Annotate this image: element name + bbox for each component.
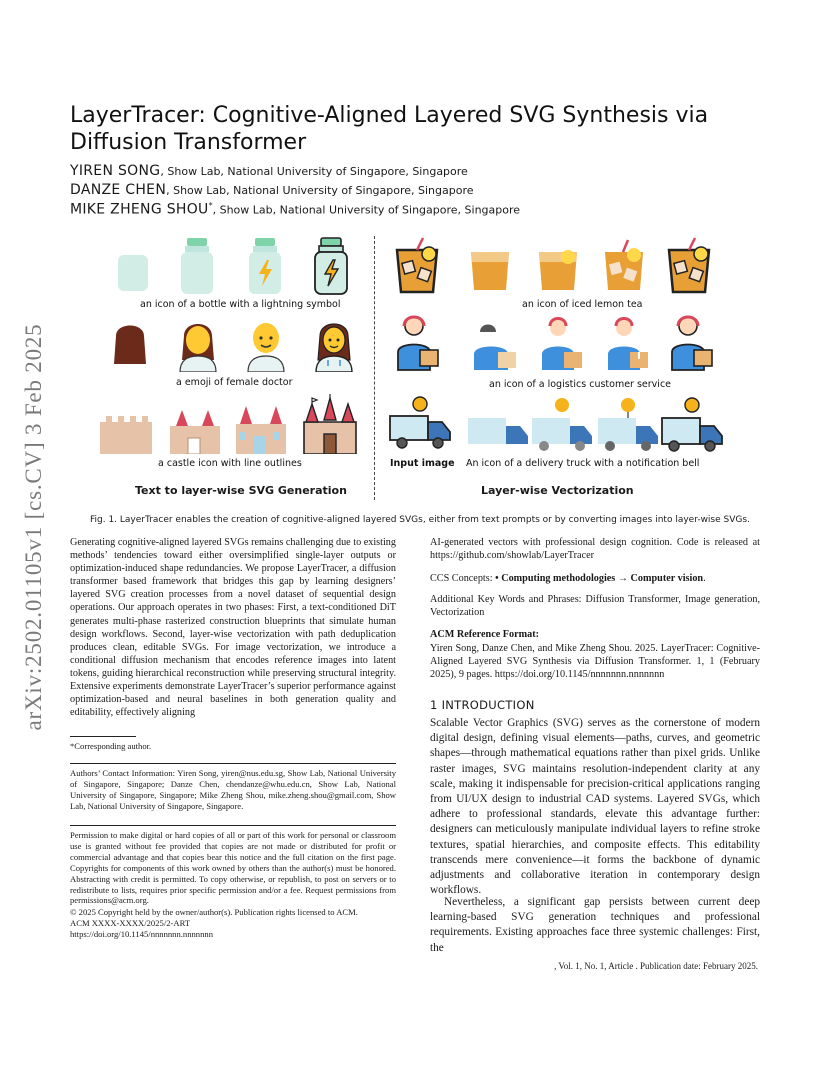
footnote-rule [70,736,136,737]
caption-iced-tea: an icon of iced lemon tea [522,299,643,310]
truck-input-icon [388,396,452,452]
bottle-stage-2-icon [178,236,216,296]
castle-stage-3-icon [232,398,290,454]
permission-notice: Permission to make digital or hard copies of all or part of this work for personal or classroom use is granted without fee provided that copies are not made or distributed for profit or commercial advantage and that copies bear this notice and the full citation on the first page. Copyrights for components of this work owned by others than the author(s) must be honored. Abstracting with credit is permitted. To copy otherwise, or republish, to post on servers or to redistribute to lists, requires prior specific permission and/or a fee. Request permissions from permissions@acm.org. [70,830,396,906]
author-affiliation: , Show Lab, National University of Singapore, Singapore [160,165,468,178]
acm-ref-heading: ACM Reference Format: [430,629,539,640]
abstract-text: Generating cognitive-aligned layered SVGs remains challenging due to existing methods’ tendencies toward either oversimplified single-layer outputs or optimization-induced shape redundancies. We propose LayerTracer, a diffusion transformer based framework that bridges this gap by learning designers’ layered SVG creation processes from a novel dataset of sequential design operations. Our approach operates in two phases: First, a text-conditioned DiT generates multi-phase rasterized construction blueprints that simulate human design workflows. Second, layer-wise vectorization with path deduplication produces clean, editable SVGs. For image vectorization, we introduce a conditional diffusion mechanism that encodes reference images into latent tokens, guiding hierarchical reconstruction while preserving structural integrity. Extensive experiments demonstrate LayerTracer’s superior performance against optimization-based and neural baselines in both generation quality and editability, effectively aligning [70,537,396,719]
customer-service-stage-3-icon [602,312,652,372]
author-name: DANZE CHEN [70,182,167,198]
author-affiliation: , Show Lab, National University of Singapore, Singapore [212,203,521,217]
iced-tea-input-icon [392,236,442,296]
footnote: *Corresponding author. [70,741,152,751]
figure-caption: Fig. 1. LayerTracer enables the creation of cognitive-aligned layered SVGs, either from text prompts or by converting images into layer-wise SVGs. [90,515,750,525]
castle-stage-1-icon [98,404,154,454]
bottle-stage-3-icon [246,236,284,296]
permission-rule [70,825,396,826]
caption-bottle: an icon of a bottle with a lightning symbol [140,299,341,310]
customer-service-input-icon [392,312,442,372]
author-line [70,182,474,198]
intro-paragraph-2: Nevertheless, a significant gap persists between current deep learning-based SVG generation techniques and professional requirements. Existing approaches face three systemic challenges: First, the [430,896,760,954]
page-footer: , Vol. 1, No. 1, Article . Publication date: February 2025. [554,961,758,971]
contact-info: Authors’ Contact Information: Yiren Song, yiren@nus.edu.sg, Show Lab, National University of Singapore, Singapore; Danze Chen, chendanze@whu.edu.cn, Show Lab, National University of Singapore, Singapore; Mike Zheng Shou, mike.zheng.shou@gmail.com, Show Lab, National University of Singapore, Singapore. [70,768,396,811]
bottle-stage-1-icon [114,252,152,294]
customer-service-final-icon [666,312,716,372]
ccs-item: • Computing methodologies → Computer vision [495,573,704,584]
caption-truck: An icon of a delivery truck with a notification bell [466,458,700,469]
ccs-prefix: CCS Concepts: [430,573,496,584]
caption-castle: a castle icon with line outlines [158,458,302,469]
doctor-stage-3-icon [244,316,288,372]
contact-rule [70,763,396,764]
author-line [70,201,520,217]
customer-service-stage-2-icon [536,312,586,372]
truck-stage-3-icon [596,396,660,454]
intro-paragraph-1: Scalable Vector Graphics (SVG) serves as the cornerstone of modern digital design, defining visual elements—paths, curves, and geometric shapes—through mathematical equations rather than pixel grids. Unlike raster images, SVG maintains resolution-independent clarity at any scale, making it indispensable for precision-critical applications ranging from UI/UX design to industrial CAD systems. Layered SVGs, which adhere to professional standards, elevate this advantage further: designers can meticulously manipulate individual layers to refine stroke textures, spatial hierarchies, and composite effects. This editability transcends mere convenience—it forms the backbone of dynamic adjustments and collaborative iteration in contemporary design workflows. [430,717,760,897]
ccs-suffix: . [703,573,706,584]
intro-heading: 1 INTRODUCTION [430,698,535,712]
doctor-final-icon [312,316,356,372]
author-name: MIKE ZHENG SHOU [70,201,209,218]
castle-final-icon [300,394,360,454]
iced-tea-final-icon [664,236,714,296]
truck-final-icon [660,396,724,454]
caption-customer-service: an icon of a logistics customer service [489,379,672,390]
acm-ref-details: 1, 1 (February 2025), 9 pages. https://doi.org/10.1145/nnnnnnn.nnnnnnn [430,656,761,681]
right-section-heading: Layer-wise Vectorization [481,484,634,497]
customer-service-stage-1-icon [470,312,520,372]
iced-tea-stage-2-icon [534,236,582,296]
left-section-heading: Text to layer-wise SVG Generation [135,484,347,497]
acm-id: ACM XXXX-XXXX/2025/2-ART [70,918,191,928]
corresponding-mark: * [208,201,213,210]
keywords: Additional Key Words and Phrases: Diffusion Transformer, Image generation, Vectorization [430,594,760,619]
doi-line: https://doi.org/10.1145/nnnnnnn.nnnnnnn [70,929,213,939]
ccs-concepts [430,572,760,585]
acm-reference [430,642,760,681]
copyright: © 2025 Copyright held by the owner/author(s). Publication rights licensed to ACM. [70,907,358,917]
abstract [70,536,396,719]
author-affiliation: , Show Lab, National University of Singapore, Singapore [166,184,474,197]
doctor-stage-2-icon [176,316,220,372]
truck-stage-2-icon [530,396,594,454]
figure-divider [374,236,375,500]
paper-title: LayerTracer: Cognitive-Aligned Layered SVG Synthesis via Diffusion Transformer [70,103,709,155]
author-line [70,163,468,179]
abstract-continued: AI-generated vectors with professional design cognition. Code is released at https://github.com/showlab/LayerTracer [430,537,760,562]
arxiv-stamp: arXiv:2502.01105v1 [cs.CV] 3 Feb 2025 [21,323,46,731]
iced-tea-stage-1-icon [466,236,514,296]
caption-doctor: a emoji of female doctor [176,377,293,388]
doctor-stage-1-icon [110,316,150,366]
bottle-final-icon [312,236,350,296]
castle-stage-2-icon [166,398,224,454]
acm-ref-text: Yiren Song, Danze Chen, and Mike Zheng Shou. 2025. LayerTracer: Cognitive-Aligned Layered SVG Synthesis via Diffusion Transformer. [430,643,760,668]
iced-tea-stage-3-icon [600,236,648,296]
author-name: YIREN SONG [70,163,161,179]
input-image-label: Input image [390,458,455,469]
truck-stage-1-icon [466,412,530,454]
